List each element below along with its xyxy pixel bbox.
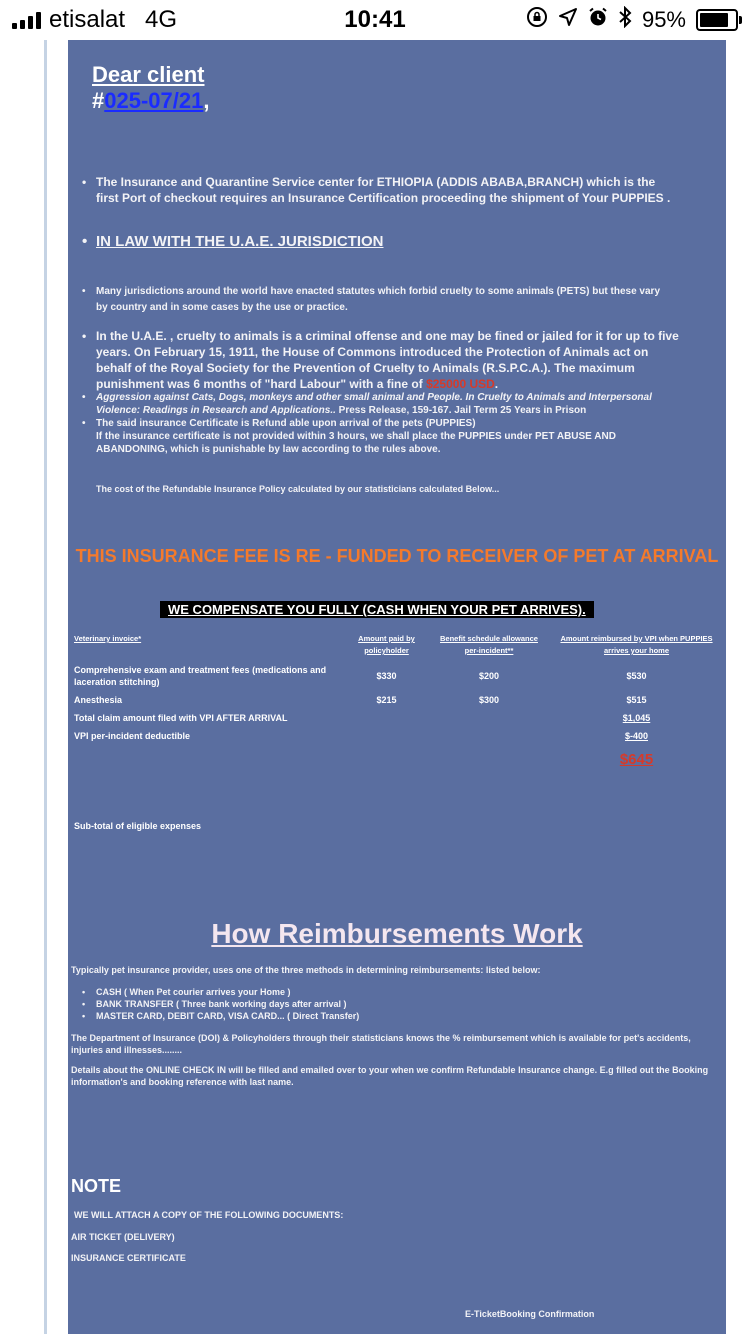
methods-list <box>82 986 682 1022</box>
email-body <box>68 40 726 1334</box>
total-label: Total claim amount filed with VPI AFTER ARRIVAL <box>74 713 288 723</box>
doi-text: The Department of Insurance (DOI) & Policyholders through their statisticians knows the % reimbursement which is available for pet's accidents, injuries and illnesses........ <box>71 1033 691 1055</box>
location-arrow-icon <box>558 7 578 33</box>
uae-paragraph <box>82 328 682 392</box>
rotation-lock-icon <box>526 6 548 34</box>
bluetooth-icon <box>618 6 632 34</box>
attach-text: WE WILL ATTACH A COPY OF THE FOLLOWING DOCUMENTS: <box>74 1210 344 1220</box>
intro-text: • The Insurance and Quarantine Service center for ETHIOPIA (ADDIS ABABA,BRANCH) which is the first Port of checkout requires an Insurance Certification proceeding the shipment of Your PUPPIES . <box>82 174 672 206</box>
battery-percent: 95% <box>641 7 686 32</box>
cost-note: The cost of the Refundable Insurance Policy calculated by our statisticians calculated Below... <box>96 484 500 494</box>
greeting-block <box>92 62 209 114</box>
intro-list <box>82 174 672 206</box>
method-bank: • BANK TRANSFER ( Three bank working days after arrival ) <box>82 998 682 1010</box>
methods-intro: Typically pet insurance provider, uses one of the three methods in determining reimbursements: listed below: <box>71 965 541 975</box>
battery-icon <box>696 9 738 31</box>
jurisdiction-list <box>82 284 672 316</box>
method-card: • MASTER CARD, DEBIT CARD, VISA CARD... ( Direct Transfer) <box>82 1010 682 1022</box>
compensate-banner: WE COMPENSATE YOU FULLY (CASH WHEN YOUR PET ARRIVES). <box>160 601 594 618</box>
hash-sign: # <box>92 88 105 113</box>
law-heading: • IN LAW WITH THE U.A.E. JURISDICTION <box>82 233 672 250</box>
refund-line-1: • The said insurance Certificate is Refund able upon arrival of the pets (PUPPIES) <box>96 418 476 429</box>
net-value: $645 <box>619 751 654 768</box>
row1-paid: $330 <box>376 671 397 681</box>
greeting: Dear client <box>92 62 205 87</box>
aggression-paragraph <box>82 391 682 417</box>
deductible-label: VPI per-incident deductible <box>74 731 191 741</box>
col-header-invoice: Veterinary invoice* <box>74 634 142 643</box>
method-cash: • CASH ( When Pet courier arrives your Home ) <box>82 986 682 998</box>
row2-reimbursed: $515 <box>626 695 647 705</box>
row2-paid: $215 <box>376 695 397 705</box>
how-heading: How Reimbursements Work <box>211 918 583 949</box>
fine-amount: $25000 USD <box>426 377 495 391</box>
uae-period: . <box>494 377 499 391</box>
aggression-list <box>82 391 682 456</box>
law-list <box>82 233 672 250</box>
aggression-rest: Press Release, 159-167. Jail Term 25 Years in Prison <box>335 405 587 416</box>
row2-item: Anesthesia <box>74 695 123 705</box>
row1-reimbursed: $530 <box>626 671 647 681</box>
checkin-text: Details about the ONLINE CHECK IN will be filled and emailed over to your when we confirm Refundable Insurance change. E.g filled out the Booking information's and booking reference with last name. <box>71 1065 709 1087</box>
uae-list <box>82 328 682 392</box>
carrier-name: etisalat <box>49 6 126 33</box>
refund-paragraph <box>82 417 682 456</box>
reference-link[interactable]: 025-07/21 <box>104 88 204 113</box>
eticket-label[interactable]: E-TicketBooking Confirmation <box>465 1309 595 1319</box>
refund-line-2: If the insurance certificate is not provided within 3 hours, we shall place the PUPPIES under PET ABUSE AND ABANDONING, which is punishable by law according to the rules above. <box>96 431 616 455</box>
doc-air-ticket: AIR TICKET (DELIVERY) <box>71 1232 175 1242</box>
fee-heading: THIS INSURANCE FEE IS RE - FUNDED TO RECEIVER OF PET AT ARRIVAL <box>75 546 719 566</box>
row1-item: Comprehensive exam and treatment fees (medications and laceration stitching) <box>74 665 327 687</box>
uae-text: In the U.A.E. , cruelty to animals is a criminal offense and one may be fined or jailed for it for up to five years. On February 15, 1911, the House of Commons introduced the Protection of Animals act on behalf of the Royal Society for the Prevention of Cruelty to Animals (R.S.P.C.A.). The maximum punishment was 6 months of "hard Labour" with a fine of <box>96 329 679 391</box>
doc-insurance-certificate: INSURANCE CERTIFICATE <box>71 1253 186 1263</box>
subtotal-label: Sub-total of eligible expenses <box>74 821 202 831</box>
note-heading: NOTE <box>71 1176 122 1196</box>
col-header-reimbursed: Amount reimbursed by VPI when PUPPIES arrives your home <box>560 634 713 655</box>
row1-allowance: $200 <box>478 671 500 681</box>
clock: 10:41 <box>344 6 406 33</box>
quote-bar <box>44 40 47 1334</box>
status-bar <box>0 0 750 40</box>
greeting-comma: , <box>203 88 210 113</box>
network-type: 4G <box>145 6 178 33</box>
alarm-clock-icon <box>588 7 608 33</box>
total-value: $1,045 <box>622 713 651 723</box>
deductible-value: $-400 <box>624 731 649 741</box>
row2-allowance: $300 <box>478 695 500 705</box>
aggression-citation: Aggression against Cats, Dogs, monkeys and other small animal and People. In Cruelty to Animals and Interpersonal Violence: Readings in Research and Applications.. <box>96 392 652 416</box>
col-header-allowance: Benefit schedule allowance per-incident** <box>440 634 538 655</box>
jurisdictions-text: • Many jurisdictions around the world have enacted statutes which forbid cruelty to some animals (PETS) but these vary by country and in some cases by the use or practice. <box>82 284 672 316</box>
col-header-paid: Amount paid by policyholder <box>358 634 415 655</box>
